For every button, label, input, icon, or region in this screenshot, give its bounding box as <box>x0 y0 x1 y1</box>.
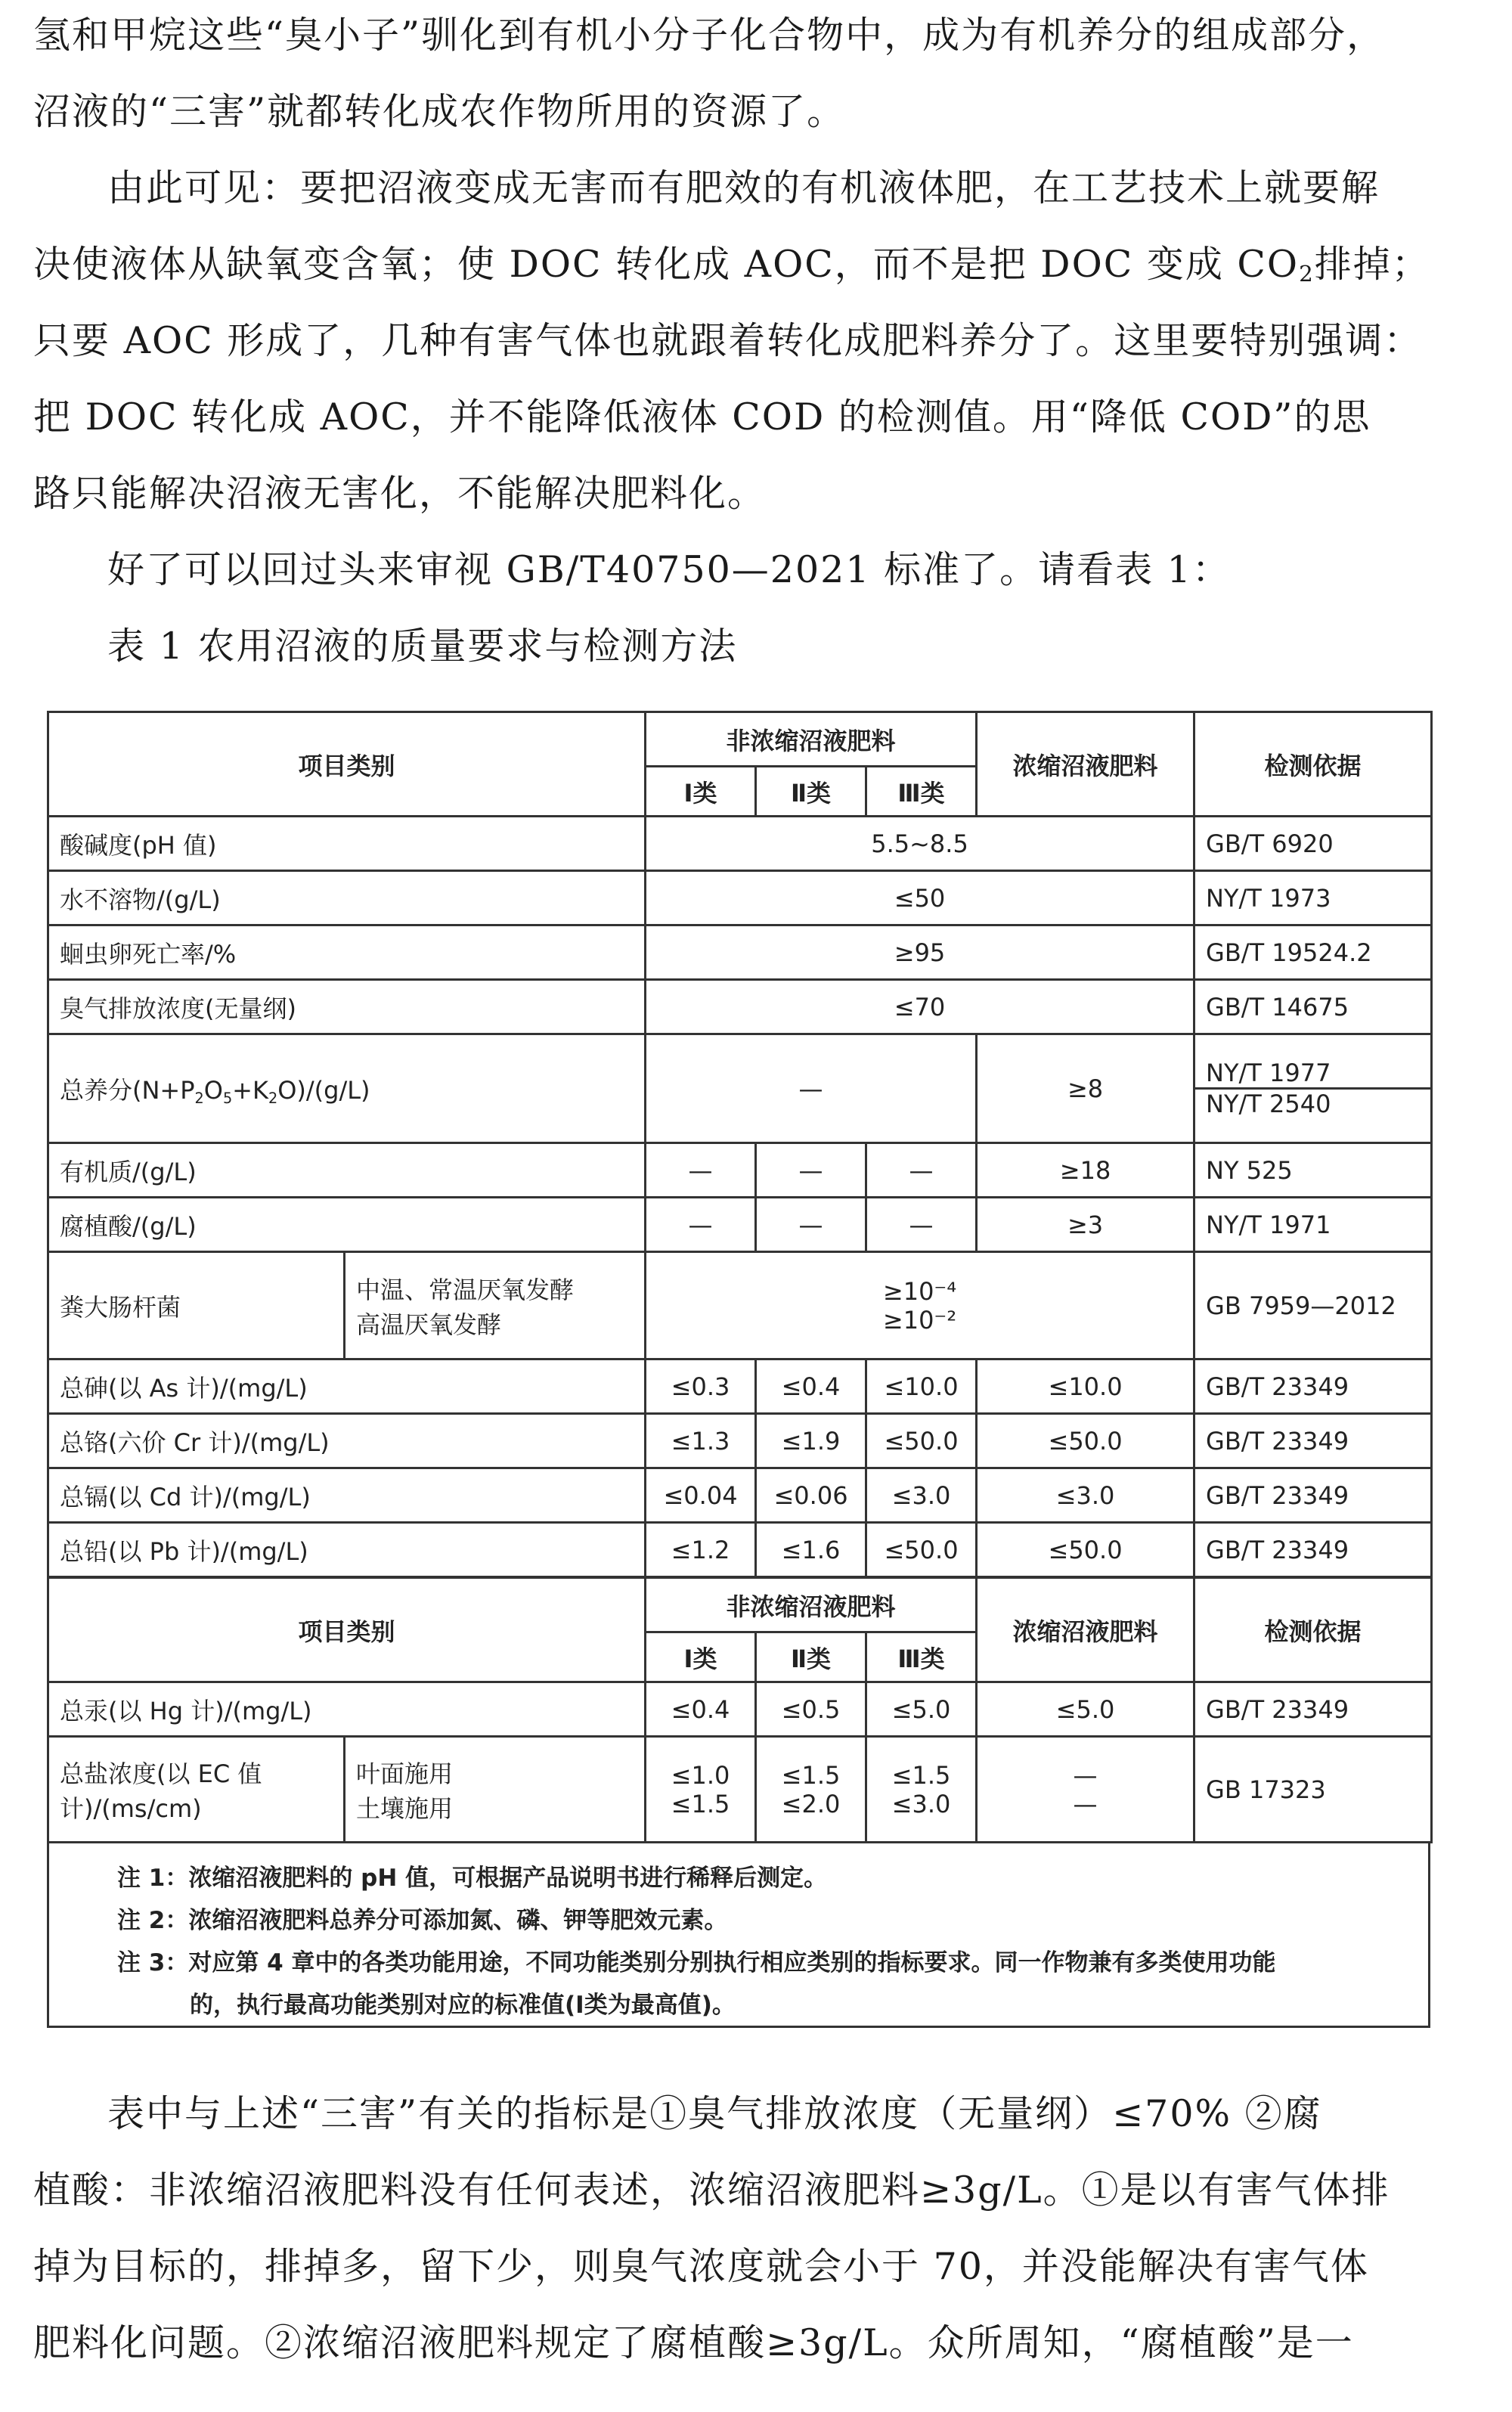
row-basis: NY/T 1977 <box>1206 1059 1331 1087</box>
note: 注 2：浓缩沼液肥料总养分可添加氮、磷、钾等肥效元素。 <box>117 1907 728 1934</box>
row-class-2: — <box>756 1198 866 1252</box>
table-row <box>48 871 1432 925</box>
header-basis: 检测依据 <box>1194 712 1432 817</box>
row-concentrated: ≤5.0 <box>977 1682 1194 1737</box>
row-item: 腐植酸/(g/L) <box>48 1198 646 1252</box>
text-line: 沼液的“三害”就都转化成农作物所用的资源了。 <box>33 90 846 133</box>
row-basis: NY/T 2540 <box>1195 1087 1430 1118</box>
row-class-2: ≤2.0 <box>781 1789 841 1818</box>
row-value: ≤50 <box>646 871 1194 925</box>
row-item: 总铅(以 Pb 计)/(mg/L) <box>48 1523 646 1577</box>
row-item: 粪大肠杆菌 <box>48 1252 345 1359</box>
sub-category: 高温厌氧发酵 <box>356 1310 502 1339</box>
row-basis: GB 17323 <box>1194 1737 1432 1843</box>
subscript: 2 <box>194 1089 204 1107</box>
row-class-3: ≤50.0 <box>866 1523 977 1577</box>
header-non-concentrated: 非浓缩沼液肥料 <box>646 712 977 767</box>
row-item: 酸碱度(pH 值) <box>48 817 646 871</box>
row-class-2: ≤0.5 <box>756 1682 866 1737</box>
header-class-1: Ⅰ类 <box>646 767 756 817</box>
row-basis: GB/T 23349 <box>1194 1414 1432 1468</box>
sub-category-pair <box>345 1755 644 1825</box>
row-class-3: — <box>866 1143 977 1198</box>
row-basis: GB/T 23349 <box>1194 1523 1432 1577</box>
item-two-lines <box>49 1755 343 1825</box>
row-concentrated: ≥18 <box>977 1143 1194 1198</box>
row-class-2: ≤1.5 <box>781 1760 841 1790</box>
row-item: 计)/(ms/cm) <box>60 1793 202 1823</box>
row-class-1: ≤0.4 <box>646 1682 756 1737</box>
header-class-2: Ⅱ类 <box>756 767 866 817</box>
row-item: 蛔虫卵死亡率/% <box>48 925 646 980</box>
text-segment: +K <box>232 1075 268 1105</box>
row-value: 5.5~8.5 <box>646 817 1194 871</box>
note: 注 3：对应第 4 章中的各类功能用途，不同功能类别分别执行相应类别的指标要求。同一作物兼有多类使用功能 <box>117 1949 1276 1976</box>
sub-category: 叶面施用 <box>356 1759 454 1788</box>
table-row <box>48 980 1432 1034</box>
table-row <box>48 1252 1432 1359</box>
row-concentrated: ≤50.0 <box>977 1523 1194 1577</box>
row-item: 总镉(以 Cd 计)/(mg/L) <box>48 1468 646 1523</box>
header-concentrated: 浓缩沼液肥料 <box>977 1578 1194 1682</box>
row-basis: NY/T 1971 <box>1194 1198 1432 1252</box>
table-row <box>48 1523 1432 1577</box>
row-class-3: — <box>866 1198 977 1252</box>
value-pair <box>978 1761 1193 1818</box>
row-class-1: ≤0.3 <box>646 1359 756 1414</box>
row-concentrated: — <box>1073 1789 1098 1818</box>
text-segment: 决使液体从缺氧变含氧；使 DOC 转化成 AOC，而不是把 DOC 变成 CO <box>33 243 1300 286</box>
row-value: ≥10⁻² <box>882 1305 957 1335</box>
table-row <box>48 1359 1432 1414</box>
header-item: 项目类别 <box>48 1578 646 1682</box>
header-item: 项目类别 <box>48 712 646 817</box>
row-class-1: ≤1.3 <box>646 1414 756 1468</box>
table-row <box>48 1468 1432 1523</box>
table-row <box>48 1198 1432 1252</box>
table-row <box>48 1143 1432 1198</box>
text-line: 由此可见：要把沼液变成无害而有肥效的有机液体肥，在工艺技术上就要解 <box>107 166 1380 209</box>
header-concentrated: 浓缩沼液肥料 <box>977 712 1194 817</box>
text-line: 好了可以回过头来审视 GB/T40750—2021 标准了。请看表 1： <box>107 548 1231 591</box>
row-class-2: ≤1.9 <box>756 1414 866 1468</box>
row-basis: GB/T 6920 <box>1194 817 1432 871</box>
row-item: 有机质/(g/L) <box>48 1143 646 1198</box>
row-item: 水不溶物/(g/L) <box>48 871 646 925</box>
header-class-3: Ⅲ类 <box>866 1632 977 1682</box>
row-class-3: ≤5.0 <box>866 1682 977 1737</box>
value-pair <box>646 1277 1193 1335</box>
row-concentrated: ≥3 <box>977 1198 1194 1252</box>
text-line: 路只能解决沼液无害化，不能解决肥料化。 <box>33 472 767 515</box>
row-class-2: — <box>756 1143 866 1198</box>
row-class-3: ≤3.0 <box>866 1468 977 1523</box>
row-item: 臭气排放浓度(无量纲) <box>48 980 646 1034</box>
text-line: 植酸：非浓缩沼液肥料没有任何表述，浓缩沼液肥料≥3g/L。①是以有害气体排 <box>33 2169 1390 2212</box>
table-row <box>48 925 1432 980</box>
row-item-nutrient <box>48 1034 646 1143</box>
text-line: 把 DOC 转化成 AOC，并不能降低液体 COD 的检测值。用“降低 COD”的思 <box>33 395 1371 439</box>
table-row <box>48 1737 1432 1843</box>
sub-category: 土壤施用 <box>356 1793 454 1823</box>
row-value: ≤70 <box>646 980 1194 1034</box>
table-row <box>48 1034 1432 1143</box>
row-value: — <box>646 1034 977 1143</box>
row-class-2: ≤0.06 <box>756 1468 866 1523</box>
row-class-1: ≤1.2 <box>646 1523 756 1577</box>
quality-table-part1 <box>47 711 1433 1578</box>
row-item: 总铬(六价 Cr 计)/(mg/L) <box>48 1414 646 1468</box>
table-row <box>48 1414 1432 1468</box>
note-continuation: 的，执行最高功能类别对应的标准值(Ⅰ类为最高值)。 <box>190 1992 736 2019</box>
header-class-2: Ⅱ类 <box>756 1632 866 1682</box>
row-value: ≥95 <box>646 925 1194 980</box>
row-basis: GB/T 19524.2 <box>1194 925 1432 980</box>
header-class-1: Ⅰ类 <box>646 1632 756 1682</box>
table-notes <box>47 1841 1430 2028</box>
text-line: 肥料化问题。②浓缩沼液肥料规定了腐植酸≥3g/L。众所周知，“腐植酸”是一 <box>33 2321 1354 2364</box>
row-basis: GB/T 23349 <box>1194 1682 1432 1737</box>
sub-category: 中温、常温厌氧发酵 <box>356 1275 575 1304</box>
body-text-bottom <box>33 2076 1482 2381</box>
row-class-3: ≤1.5 <box>891 1760 951 1790</box>
text-segment: 总养分(N+P <box>60 1075 195 1105</box>
row-basis: NY/T 1973 <box>1194 871 1432 925</box>
basis-pair <box>1195 1059 1430 1118</box>
row-concentrated: ≥8 <box>977 1034 1194 1143</box>
subscript: 2 <box>268 1089 278 1107</box>
subscript: 2 <box>1299 261 1315 287</box>
row-basis: GB 7959—2012 <box>1194 1252 1432 1359</box>
value-pair <box>757 1761 865 1818</box>
subscript: 5 <box>222 1089 233 1107</box>
header-class-3: Ⅲ类 <box>866 767 977 817</box>
row-concentrated: ≤3.0 <box>977 1468 1194 1523</box>
value-pair <box>867 1761 975 1818</box>
sub-category-pair <box>345 1271 644 1341</box>
text-line: 掉为目标的，排掉多，留下少，则臭气浓度就会小于 70，并没能解决有害气体 <box>33 2245 1369 2288</box>
row-concentrated: — <box>1073 1760 1098 1790</box>
row-concentrated: ≤50.0 <box>977 1414 1194 1468</box>
table-row <box>48 817 1432 871</box>
text-line: 只要 AOC 形成了，几种有害气体也就跟着转化成肥料养分了。这里要特别强调： <box>33 319 1423 362</box>
text-segment: O <box>203 1075 223 1105</box>
row-class-3: ≤3.0 <box>891 1789 951 1818</box>
row-class-3: ≤50.0 <box>866 1414 977 1468</box>
row-concentrated: ≤10.0 <box>977 1359 1194 1414</box>
header-non-concentrated: 非浓缩沼液肥料 <box>646 1578 977 1632</box>
note: 注 1：浓缩沼液肥料的 pH 值，可根据产品说明书进行稀释后测定。 <box>117 1865 828 1892</box>
row-class-1: — <box>646 1198 756 1252</box>
row-class-2: ≤0.4 <box>756 1359 866 1414</box>
row-item: 总盐浓度(以 EC 值 <box>60 1759 262 1788</box>
row-item: 总砷(以 As 计)/(mg/L) <box>48 1359 646 1414</box>
text-line <box>33 226 1482 302</box>
row-class-1: ≤0.04 <box>646 1468 756 1523</box>
row-class-2: ≤1.6 <box>756 1523 866 1577</box>
row-value: ≥10⁻⁴ <box>882 1276 957 1306</box>
row-basis: GB/T 23349 <box>1194 1359 1432 1414</box>
table-caption: 表 1 农用沼液的质量要求与检测方法 <box>107 625 738 668</box>
text-line: 表中与上述“三害”有关的指标是①臭气排放浓度（无量纲）≤70% ②腐 <box>107 2092 1322 2135</box>
row-class-1: ≤1.5 <box>671 1789 730 1818</box>
text-segment: 排掉； <box>1314 243 1430 286</box>
header-basis: 检测依据 <box>1194 1578 1432 1682</box>
quality-table-part2 <box>47 1576 1433 1843</box>
row-class-1: ≤1.0 <box>671 1760 730 1790</box>
table-row <box>48 1682 1432 1737</box>
row-basis: GB/T 23349 <box>1194 1468 1432 1523</box>
row-basis: NY 525 <box>1194 1143 1432 1198</box>
row-class-3: ≤10.0 <box>866 1359 977 1414</box>
row-class-1: — <box>646 1143 756 1198</box>
text-line: 氢和甲烷这些“臭小子”驯化到有机小分子化合物中，成为有机养分的组成部分， <box>33 14 1386 57</box>
text-segment: O)/(g/L) <box>277 1075 370 1105</box>
row-basis: GB/T 14675 <box>1194 980 1432 1034</box>
body-text-top <box>33 0 1482 684</box>
value-pair <box>646 1761 754 1818</box>
row-item: 总汞(以 Hg 计)/(mg/L) <box>48 1682 646 1737</box>
